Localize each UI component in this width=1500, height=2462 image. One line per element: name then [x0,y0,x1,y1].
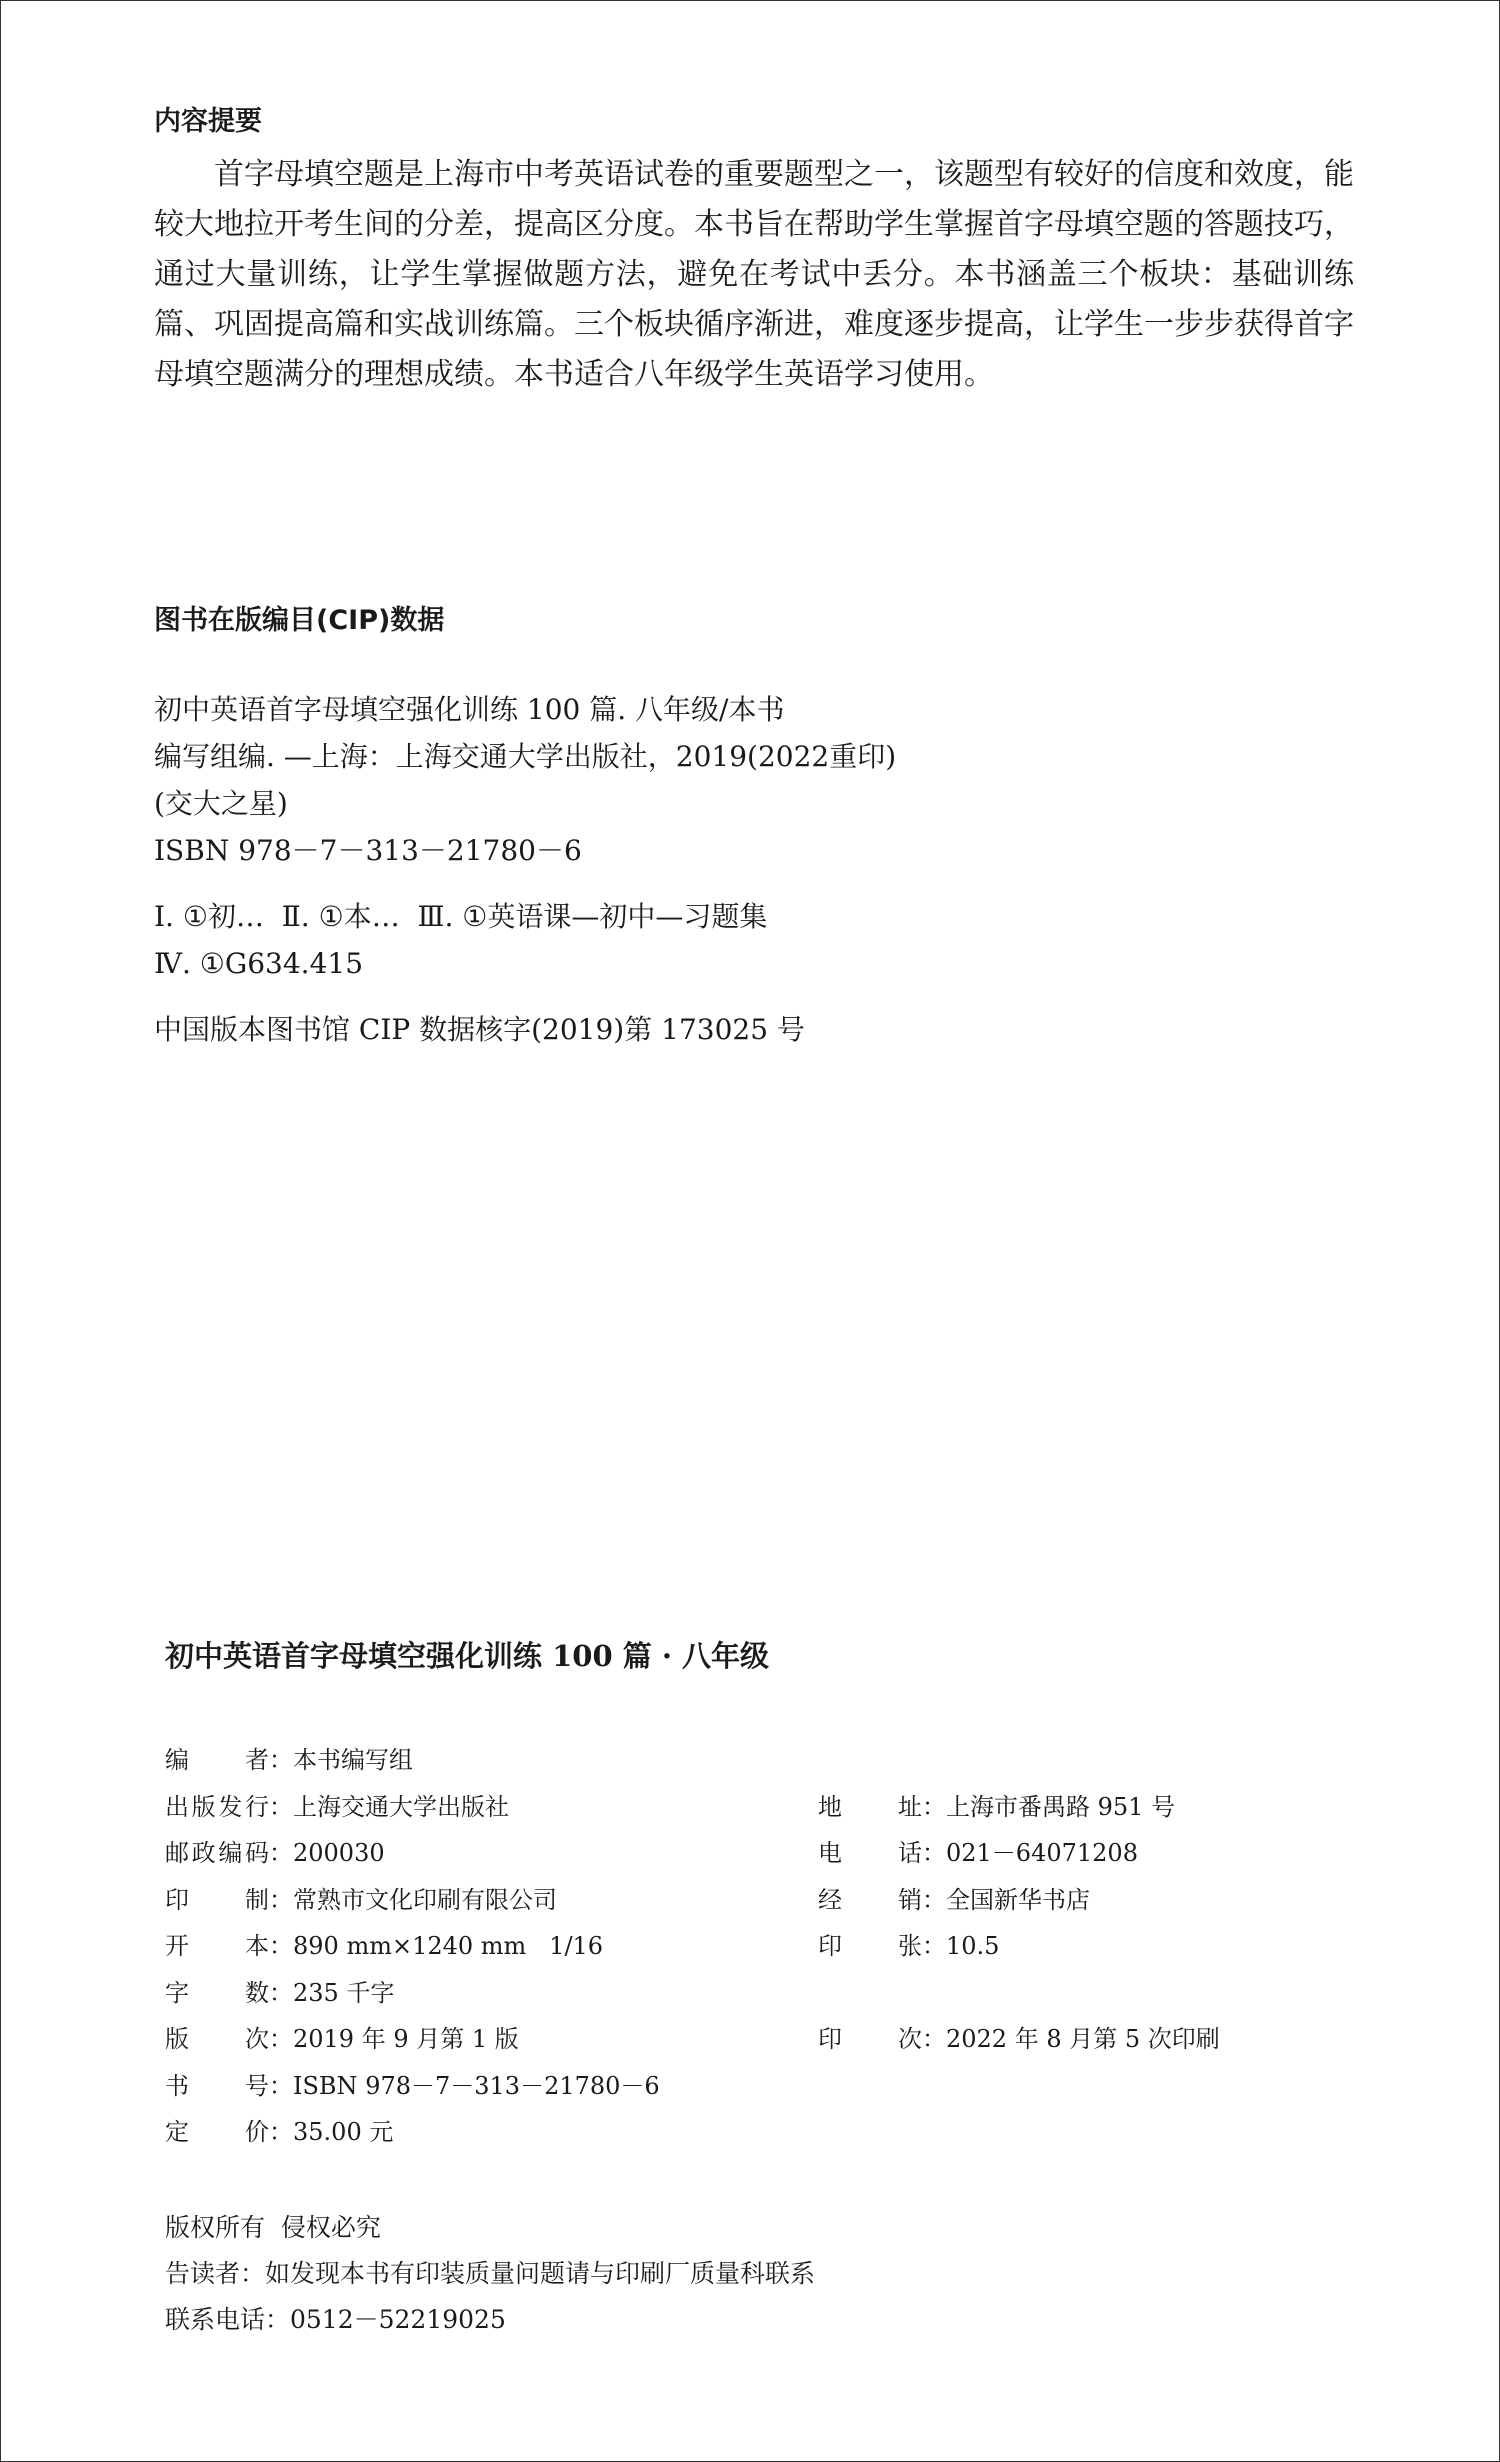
colophon-value: 上海市番禺路 951 号 [946,1792,1176,1821]
cip-block [154,686,1354,1053]
colophon-row [818,2023,1220,2055]
colophon-value: 常熟市文化印刷有限公司 [293,1885,557,1914]
cip-record: 中国版本图书馆 CIP 数据核字(2019)第 173025 号 [154,1013,805,1046]
colophon-row [165,1930,603,1962]
cip-line: 编写组编. —上海：上海交通大学出版社，2019(2022重印) [154,740,897,773]
colophon-row [165,1791,509,1823]
colophon-label: 编者 [165,1746,269,1774]
summary-text: 首字母填空题是上海市中考英语试卷的重要题型之一，该题型有较好的信度和效度，能较大地拉开考生间的分差，提高区分度。本书旨在帮助学生掌握首字母填空题的答题技巧，通过大量训练，让学生掌握做题方法，避免在考试中丢分。本书涵盖三个板块：基础训练篇、巩固提高篇和实战训练篇。三个板块循序渐进，难度逐步提高，让学生一步步获得首字母填空题满分的理想成绩。本书适合八年级学生英语学习使用。 [154,157,1354,392]
colophon-label: 地址 [818,1792,922,1821]
colophon-label: 字数 [165,1978,269,2007]
colophon-colon: ： [269,1978,293,2007]
colophon-value: 本书编写组 [293,1746,413,1774]
colophon-colon: ： [922,1839,946,1867]
spacer [154,874,1354,893]
book-title: 初中英语首字母填空强化训练 100 篇 · 八年级 [165,1639,770,1673]
colophon-value: 235 千字 [293,1978,395,2007]
colophon-value: 10.5 [946,1932,1000,1960]
colophon-label: 出版发行 [165,1792,269,1821]
copyright-block [165,2205,815,2343]
classification-line: Ⅳ. ①G634.415 [154,947,364,980]
spacer [154,987,1354,1006]
colophon-label: 经销 [818,1885,922,1914]
colophon-value: 上海交通大学出版社 [293,1792,509,1821]
colophon-row [818,1884,1090,1916]
colophon-colon: ： [269,1885,293,1914]
colophon-colon: ： [269,2118,293,2146]
colophon-label: 书号 [165,2071,269,2100]
colophon-label: 开本 [165,1932,269,1960]
colophon-row [818,1791,1175,1823]
colophon-label: 邮政编码 [165,1839,269,1867]
cip-line: 初中英语首字母填空强化训练 100 篇. 八年级/本书 [154,693,785,726]
colophon-row [165,2070,660,2102]
colophon-row [165,1744,413,1776]
colophon-label: 电话 [818,1839,922,1867]
reader-notice: 告读者：如发现本书有印装质量问题请与印刷厂质量科联系 [165,2259,816,2288]
colophon-row [165,1977,394,2009]
colophon-row [818,1837,1138,1869]
colophon-colon: ： [922,2025,946,2053]
colophon-colon: ： [269,1792,293,1821]
colophon-colon: ： [269,1746,293,1774]
classification-line: Ⅰ. ①初… Ⅱ. ①本… Ⅲ. ①英语课—初中—习题集 [154,900,768,933]
colophon-value: ISBN 978－7－313－21780－6 [293,2071,660,2100]
colophon-value: 200030 [293,1839,385,1867]
colophon-label: 定价 [165,2118,269,2146]
colophon-value: 890 mm×1240 mm 1/16 [293,1932,604,1960]
colophon-row [818,1930,999,1962]
colophon-value: 全国新华书店 [946,1885,1090,1914]
colophon-row [165,2116,393,2148]
colophon-colon: ： [922,1885,946,1914]
colophon-value: 35.00 元 [293,2118,394,2146]
colophon-label: 印制 [165,1885,269,1914]
colophon-colon: ： [922,1792,946,1821]
cip-heading: 图书在版编目(CIP)数据 [154,605,445,636]
colophon-row [165,1884,557,1916]
copyright-notice: 版权所有 侵权必究 [165,2213,381,2242]
colophon-value: 2019 年 9 月第 1 版 [293,2025,519,2053]
colophon-colon: ： [269,2071,293,2100]
colophon-row [165,2023,519,2055]
colophon-label: 版次 [165,2025,269,2053]
colophon-colon: ： [269,1932,293,1960]
contact-phone: 联系电话：0512－52219025 [165,2305,506,2334]
colophon-colon: ： [922,1932,946,1960]
cip-line: (交大之星) [154,787,288,820]
colophon-colon: ： [269,2025,293,2053]
colophon-colon: ： [269,1839,293,1867]
colophon-value: 2022 年 8 月第 5 次印刷 [946,2025,1220,2053]
colophon-value: 021－64071208 [946,1839,1138,1867]
colophon-row [165,1837,385,1869]
colophon-label: 印张 [818,1932,922,1960]
colophon-label: 印次 [818,2025,922,2053]
cip-line: ISBN 978－7－313－21780－6 [154,834,582,867]
summary-heading: 内容提要 [154,106,262,137]
